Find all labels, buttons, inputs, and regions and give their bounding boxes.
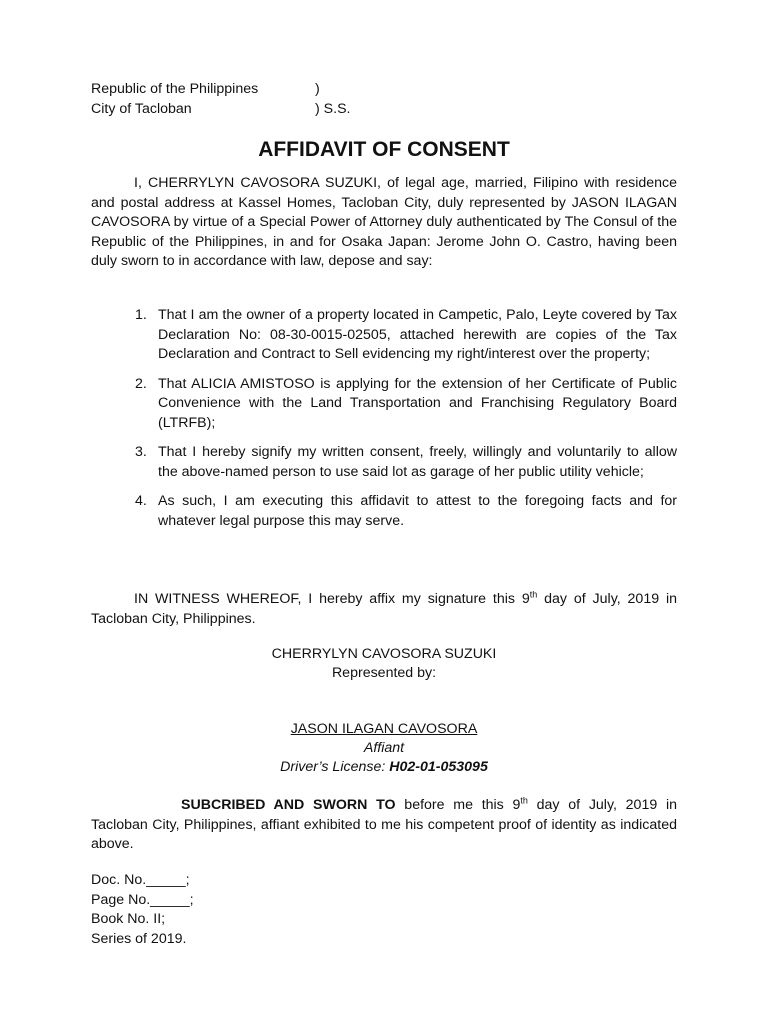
- intro-paragraph: I, CHERRYLYN CAVOSORA SUZUKI, of legal age, married, Filipino with residence and postal address at Kassel Homes, Tacloban City, duly represented by JASON ILAGAN CAVOSORA by virtue of a Special Power of Attorney duly authenticated by The Consul of the Republic of the Philippines, in and for Osaka Japan: Jerome John O. Castro, having been duly sworn to in accordance with law, depose and say:: [91, 175, 677, 269]
- jurat-paragraph: [91, 796, 677, 855]
- item-text: That I am the owner of a property located in Campetic, Palo, Leyte covered by Tax Declaration No: 08-30-0015-02505, attached herewith are copies of the Tax Declaration and Contract to Sell evidencing my right/interest over the property;: [158, 307, 677, 362]
- list-item: [91, 375, 677, 434]
- venue-republic: Republic of the Philippines: [91, 81, 259, 97]
- list-item: [91, 492, 677, 531]
- list-item: [91, 443, 677, 482]
- represented-by: Represented by:: [331, 665, 437, 681]
- affiant-label: Affiant: [363, 740, 405, 756]
- list-item: [91, 306, 677, 365]
- item-number: 4.: [135, 493, 147, 509]
- witness-paragraph: [91, 590, 677, 629]
- item-text: That I hereby signify my written consent, freely, willingly and voluntarily to allow the above-named person to use said lot as garage of her public utility vehicle;: [158, 444, 677, 480]
- item-number: 2.: [135, 375, 147, 392]
- series-year: Series of 2019.: [91, 930, 187, 947]
- jurat-text-after: day of July, 2019 in Tacloban City, Philippines, affiant exhibited to me his competent proof of identity as indicated above.: [91, 797, 677, 852]
- item-text: That ALICIA AMISTOSO is applying for the extension of her Certificate of Public Convenience with the Land Transportation and Franchising Regulatory Board (LTRFB);: [158, 375, 677, 431]
- page-number: Page No._____;: [91, 891, 194, 908]
- item-number: 3.: [135, 444, 147, 460]
- document-title: AFFIDAVIT OF CONSENT: [258, 138, 510, 161]
- item-number: 1.: [135, 307, 147, 323]
- witness-ordinal: th: [529, 589, 538, 600]
- license-number: H02-01-053095: [389, 759, 488, 775]
- license-label: Driver’s License:: [280, 759, 386, 775]
- jurat-heading: SUBCRIBED AND SWORN TO: [181, 797, 396, 813]
- notarial-register: [91, 871, 194, 949]
- signatory-name: CHERRYLYN CAVOSORA SUZUKI: [271, 646, 497, 662]
- witness-text-after: day of July, 2019 in Tacloban City, Philippines.: [91, 591, 678, 627]
- venue-ss: ) S.S.: [315, 100, 351, 117]
- venue-block: [91, 80, 350, 119]
- statement-list: [91, 306, 677, 541]
- drivers-license: [0, 758, 768, 778]
- venue-line-city: [91, 100, 350, 120]
- venue-paren: ): [315, 81, 320, 97]
- venue-city: City of Tacloban: [91, 100, 192, 117]
- doc-number: Doc. No._____;: [91, 872, 190, 888]
- item-text: As such, I am executing this affidavit to attest to the foregoing facts and for whatever legal purpose this may serve.: [158, 493, 677, 529]
- witness-text-before: IN WITNESS WHEREOF, I hereby affix my signature this 9: [134, 591, 530, 607]
- representative-name: JASON ILAGAN CAVOSORA: [290, 721, 478, 737]
- representative-line: [0, 720, 768, 740]
- venue-line-republic: [91, 80, 350, 100]
- jurat-ordinal: th: [520, 795, 528, 806]
- jurat-text-before: before me this 9: [395, 797, 521, 813]
- book-number: Book No. II;: [91, 911, 166, 927]
